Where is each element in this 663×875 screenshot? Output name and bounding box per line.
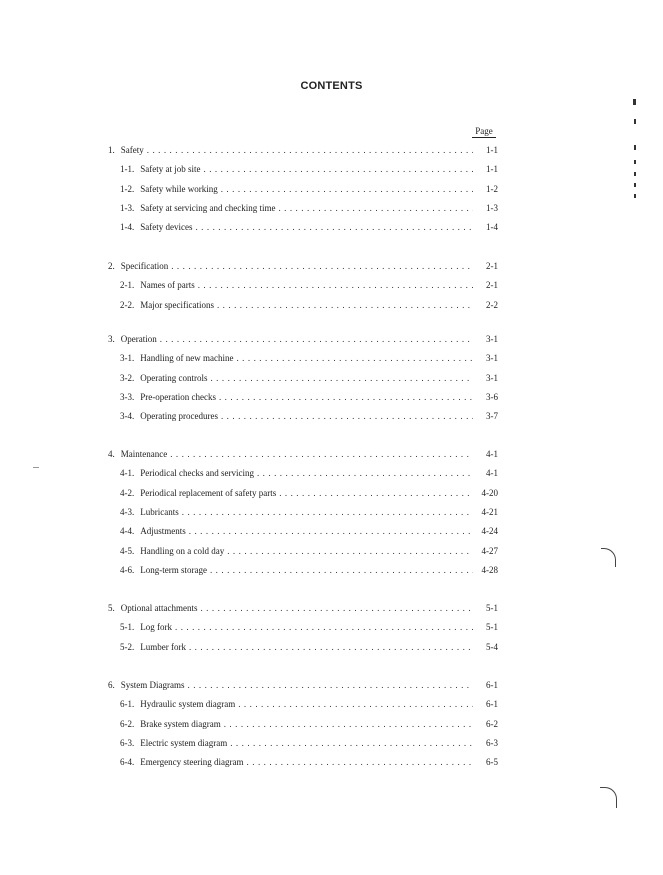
entry-page-number: 3-1 [486, 353, 498, 364]
dot-leader [221, 410, 473, 423]
entry-page-number: 5-1 [486, 622, 498, 633]
entry-number: 6. [108, 680, 115, 690]
scan-mark [634, 160, 636, 164]
entry-title: Safety at job site [140, 164, 201, 175]
entry-title: Operating controls [140, 372, 208, 383]
scan-mark [634, 194, 636, 198]
scan-mark [33, 467, 39, 468]
dot-leader [210, 564, 473, 577]
entry-title: System Diagrams [120, 680, 185, 690]
dot-leader [204, 163, 474, 176]
toc-subentry [120, 564, 498, 577]
entry-title: Periodical checks and servicing [140, 468, 254, 479]
entry-page-number: 1-2 [486, 183, 498, 194]
entry-title: Optional attachments [120, 603, 198, 613]
entry-number: 2-1. [120, 280, 135, 291]
entry-title: Specification [120, 261, 169, 271]
scan-mark [634, 145, 636, 150]
entry-number: 3-2. [120, 372, 135, 383]
entry-number: 5-1. [120, 622, 135, 633]
dot-leader [279, 487, 473, 500]
entry-number: 5-2. [120, 641, 135, 652]
entry-title: Handling on a cold day [140, 545, 225, 556]
toc-subentry [120, 621, 498, 634]
entry-number: 4. [108, 449, 115, 459]
toc-subentry [120, 525, 498, 538]
entry-page-number: 5-1 [486, 603, 498, 613]
dot-leader [195, 221, 473, 234]
entry-number: 6-4. [120, 757, 135, 768]
scan-mark [634, 119, 636, 124]
entry-number: 2. [108, 261, 115, 271]
dot-leader [257, 467, 473, 480]
entry-number: 4-1. [120, 468, 135, 479]
toc-subentry [120, 279, 498, 292]
entry-page-number: 2-2 [486, 299, 498, 310]
entry-title: Pre-operation checks [140, 391, 216, 402]
toc-subentry [120, 545, 498, 558]
toc-subentry [120, 698, 498, 711]
entry-page-number: 6-1 [486, 699, 498, 710]
entry-page-number: 4-1 [486, 468, 498, 479]
entry-title: Adjustments [140, 526, 186, 537]
entry-title: Safety [120, 145, 144, 155]
toc-subentry [120, 737, 498, 750]
dot-leader [200, 602, 473, 615]
entry-number: 4-2. [120, 487, 135, 498]
entry-title: Lubricants [140, 506, 179, 517]
dot-leader [182, 506, 473, 519]
dot-leader [189, 525, 473, 538]
toc-subentry [120, 756, 498, 769]
toc-section [108, 144, 498, 157]
scan-mark [634, 172, 636, 176]
dot-leader [278, 202, 473, 215]
entry-page-number: 4-27 [481, 545, 498, 556]
toc-section [108, 679, 498, 692]
entry-number: 5. [108, 603, 115, 613]
dot-leader [219, 391, 473, 404]
dot-leader [160, 333, 473, 346]
entry-title: Safety devices [140, 222, 193, 233]
entry-number: 4-3. [120, 506, 135, 517]
toc-subentry [120, 467, 498, 480]
entry-number: 1-1. [120, 164, 135, 175]
dot-leader [171, 260, 473, 273]
dot-leader [189, 641, 473, 654]
entry-number: 1-4. [120, 222, 135, 233]
toc-subentry [120, 641, 498, 654]
entry-page-number: 6-2 [486, 718, 498, 729]
toc-subentry [120, 487, 498, 500]
entry-number: 6-1. [120, 699, 135, 710]
entry-number: 3. [108, 334, 115, 344]
entry-page-number: 4-24 [481, 526, 498, 537]
entry-title: Brake system diagram [140, 718, 221, 729]
toc-subentry [120, 299, 498, 312]
entry-number: 3-4. [120, 411, 135, 422]
entry-title: Long-term storage [140, 564, 207, 575]
toc-subentry [120, 221, 498, 234]
entry-title: Safety while working [140, 183, 218, 194]
entry-number: 6-2. [120, 718, 135, 729]
entry-number: 4-5. [120, 545, 135, 556]
entry-page-number: 1-1 [486, 164, 498, 175]
entry-page-number: 3-1 [486, 372, 498, 383]
entry-title: Emergency steering diagram [140, 757, 244, 768]
entry-title: Major specifications [140, 299, 214, 310]
entry-number: 3-3. [120, 391, 135, 402]
scan-mark [633, 99, 636, 105]
toc-section [108, 260, 498, 273]
entry-title: Operation [120, 334, 157, 344]
dot-leader [230, 737, 473, 750]
dot-leader [210, 372, 473, 385]
toc-subentry [120, 372, 498, 385]
entry-page-number: 3-6 [486, 391, 498, 402]
entry-title: Safety at servicing and checking time [140, 202, 276, 213]
entry-page-number: 1-4 [486, 222, 498, 233]
toc-subentry [120, 352, 498, 365]
entry-number: 6-3. [120, 737, 135, 748]
scan-arc [601, 548, 616, 567]
entry-page-number: 4-28 [481, 564, 498, 575]
entry-title: Maintenance [120, 449, 168, 459]
entry-page-number: 5-4 [486, 641, 498, 652]
page-title: CONTENTS [300, 80, 363, 92]
entry-page-number: 2-1 [486, 261, 498, 271]
entry-number: 4-6. [120, 564, 135, 575]
entry-page-number: 6-5 [486, 757, 498, 768]
entry-number: 1. [108, 145, 115, 155]
toc-subentry [120, 506, 498, 519]
page-column-header: Page [472, 126, 496, 138]
dot-leader [247, 756, 473, 769]
dot-leader [236, 352, 473, 365]
entry-page-number: 4-1 [486, 449, 498, 459]
toc-section [108, 448, 498, 461]
entry-page-number: 6-3 [486, 737, 498, 748]
toc-subentry [120, 163, 498, 176]
scan-arc [600, 787, 617, 808]
toc-subentry [120, 718, 498, 731]
entry-number: 1-3. [120, 202, 135, 213]
entry-title: Periodical replacement of safety parts [140, 487, 277, 498]
entry-page-number: 6-1 [486, 680, 498, 690]
entry-number: 4-4. [120, 526, 135, 537]
entry-number: 2-2. [120, 299, 135, 310]
dot-leader [188, 679, 474, 692]
dot-leader [224, 718, 473, 731]
toc-subentry [120, 202, 498, 215]
dot-leader [175, 621, 473, 634]
scan-mark [634, 183, 636, 187]
dot-leader [238, 698, 473, 711]
entry-page-number: 1-1 [486, 145, 498, 155]
entry-number: 3-1. [120, 353, 135, 364]
dot-leader [198, 279, 473, 292]
entry-title: Operating procedures [140, 411, 218, 422]
dot-leader [227, 545, 473, 558]
entry-page-number: 1-3 [486, 202, 498, 213]
toc-section [108, 333, 498, 346]
dot-leader [217, 299, 473, 312]
entry-page-number: 4-21 [481, 506, 498, 517]
toc-subentry [120, 410, 498, 423]
entry-page-number: 2-1 [486, 280, 498, 291]
toc-subentry [120, 391, 498, 404]
entry-page-number: 4-20 [481, 487, 498, 498]
entry-title: Electric system diagram [140, 737, 228, 748]
entry-title: Log fork [140, 622, 172, 633]
dot-leader [170, 448, 473, 461]
entry-number: 1-2. [120, 183, 135, 194]
entry-title: Lumber fork [140, 641, 186, 652]
entry-title: Hydraulic system diagram [140, 699, 236, 710]
entry-page-number: 3-7 [486, 411, 498, 422]
entry-title: Handling of new machine [140, 353, 234, 364]
dot-leader [221, 183, 473, 196]
entry-title: Names of parts [140, 280, 195, 291]
toc-subentry [120, 183, 498, 196]
dot-leader [147, 144, 473, 157]
toc-section [108, 602, 498, 615]
entry-page-number: 3-1 [486, 334, 498, 344]
